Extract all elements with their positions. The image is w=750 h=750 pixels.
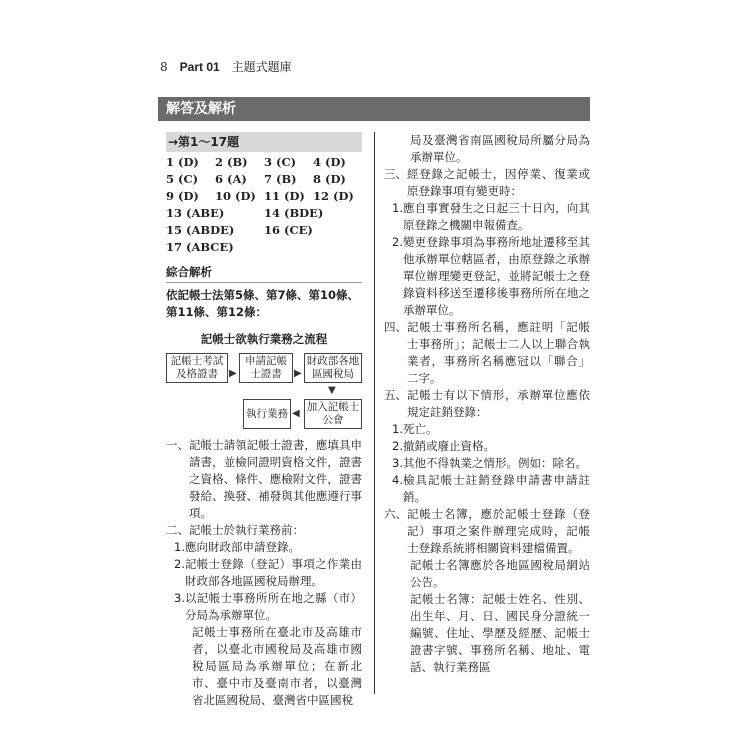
legal-basis: 依記帳士法第5條、第7條、第10條、第11條、第12條： <box>166 288 360 319</box>
flow-title: 記帳士欲執行業務之流程 <box>200 332 328 346</box>
subitem-text: 應自事實發生之日起三十日內，向其原登錄之機關申報備查。 <box>402 201 590 232</box>
subitem <box>166 590 362 624</box>
section-number: 四、 <box>384 320 407 334</box>
page-header <box>160 58 292 75</box>
section-2 <box>166 522 362 539</box>
question-range: →第1～17題 <box>166 132 362 152</box>
subitem-text: 以記帳士事務所所在地之縣（市）分局為承辦單位。 <box>184 591 362 622</box>
section-text: 記帳士於執行業務前： <box>189 523 304 537</box>
section-3 <box>384 166 590 200</box>
flow-box-join-association: 加入記帳士公會 <box>304 399 362 429</box>
part-label: Part 01 <box>179 60 220 74</box>
answer-item: 7 (B) <box>264 172 297 186</box>
answer-item: 1 (D) <box>166 155 199 169</box>
subitem <box>166 556 362 590</box>
arrow-right-icon: ▶ <box>294 368 302 379</box>
subitem <box>384 234 590 319</box>
subitem-number: 1. <box>392 422 403 436</box>
answer-item: 5 (C) <box>166 172 199 186</box>
subitem <box>166 539 362 556</box>
subitem <box>384 200 590 234</box>
subitem-number: 4. <box>392 473 403 487</box>
left-column <box>166 132 362 709</box>
answer-item: 15 (ABDE) <box>166 223 235 237</box>
subitem <box>384 438 590 455</box>
arrow-down-icon: ▼ <box>328 385 336 396</box>
subitem-number: 3. <box>392 456 403 470</box>
section-number: 二、 <box>166 523 189 537</box>
flow-box-apply-certificate: 申請記帳士證書 <box>239 353 293 383</box>
answer-row <box>166 222 362 239</box>
section-number: 五、 <box>384 388 407 402</box>
heading-underline <box>166 282 362 283</box>
answer-row <box>166 188 362 205</box>
column-divider <box>374 132 375 694</box>
flow-box-exam-certificate: 記帳士考試及格證書 <box>166 353 228 383</box>
section-5 <box>384 387 590 421</box>
answer-row <box>166 171 362 188</box>
section-6 <box>384 506 590 557</box>
answer-item: 9 (D) <box>166 189 199 203</box>
answer-key <box>166 154 362 256</box>
section-number: 三、 <box>384 167 407 181</box>
section-text: 記帳士事務所名稱，應註明「記帳士事務所」；記帳士二人以上聯合執業者，事務所名稱應冠以「聯合」二字。 <box>407 320 590 385</box>
subitem-text: 其他不得執業之情形。例如：除名。 <box>402 456 587 470</box>
right-column <box>384 132 590 676</box>
section-text: 記帳士名簿，應於記帳士登錄（登記）事項之案件辦理完成時，記帳士登錄系統將相關資料建檔備置。 <box>407 507 590 555</box>
arrow-right-icon: ▶ <box>229 368 237 379</box>
subitem-text: 應向財政部申請登錄。 <box>184 540 300 554</box>
subitem <box>384 455 590 472</box>
answer-item: 17 (ABCE) <box>166 240 234 254</box>
subitem-number: 3. <box>174 591 185 605</box>
section-text: 經登錄之記帳士，因停業、復業或原登錄事項有變更時： <box>407 167 590 198</box>
answer-item: 8 (D) <box>313 172 346 186</box>
answer-item: 2 (B) <box>215 155 248 169</box>
answer-row <box>166 205 362 222</box>
answer-item: 14 (BDE) <box>264 206 324 220</box>
section-banner: 解答及解析 <box>158 97 590 121</box>
subitem-number: 1. <box>392 201 403 215</box>
answer-item: 11 (D) <box>264 189 305 203</box>
subitem-text: 變更登錄事項為事務所地址遷移至其他承辦單位轄區者，由原登錄之承辦單位辦理變更登記，並將記帳士之登錄資料移送至遷移後事務所所在地之承辦單位。 <box>402 235 590 317</box>
continued-text: 記帳士事務所在臺北市及高雄市者，以臺北市國稅局及高雄市國稅局區局為承辦單位；在新北市、臺中市及臺南市者，以臺灣省北區國稅局、臺灣省中區國稅 <box>192 625 362 707</box>
arrow-left-icon: ◀ <box>292 408 300 419</box>
answer-item: 12 (D) <box>313 189 354 203</box>
answer-item: 13 (ABE) <box>166 206 225 220</box>
section-1 <box>166 437 362 522</box>
answer-item: 16 (CE) <box>264 223 313 237</box>
subitem-text: 撤銷或廢止資格。 <box>402 439 495 453</box>
section-6-paragraph: 記帳士名簿：記帳士姓名、性別、出生年、月、日、國民身分證統一編號、住址、學歷及經歷、記帳士證書字號、事務所名稱、地址、電話、執行業務區 <box>410 592 590 674</box>
subitem-number: 2. <box>392 235 403 249</box>
subitem-text: 死亡。 <box>402 422 438 436</box>
answer-item: 6 (A) <box>215 172 247 186</box>
section-4 <box>384 319 590 387</box>
subitem-text: 檢具記帳士註銷登錄申請書申請註銷。 <box>402 473 590 504</box>
answer-row <box>166 154 362 171</box>
answer-item: 3 (C) <box>264 155 297 169</box>
flow-box-tax-bureau: 財政部各地區國稅局 <box>304 353 362 383</box>
subitem <box>384 472 590 506</box>
section-number: 一、 <box>166 438 189 452</box>
answer-row <box>166 239 362 256</box>
subitem-number: 2. <box>174 557 185 571</box>
flow-box-practice: 執行業務 <box>243 399 291 429</box>
subitem <box>384 421 590 438</box>
subitem-number: 1. <box>174 540 185 554</box>
section-text: 記帳士有以下情形，承辦單位應依規定註銷登錄： <box>407 388 590 419</box>
answer-item: 4 (D) <box>313 155 346 169</box>
section-number: 六、 <box>384 507 407 521</box>
flowchart <box>166 353 362 437</box>
continued-text: 局及臺灣省南區國稅局所屬分局為承辦單位。 <box>410 133 590 164</box>
page-number: 8 <box>160 60 168 74</box>
answer-item: 10 (D) <box>215 189 256 203</box>
subitem-text: 記帳士登錄（登記）事項之作業由財政部各地區國稅局辦理。 <box>184 557 362 588</box>
subitem-number: 2. <box>392 439 403 453</box>
section-text: 記帳士請領記帳士證書，應填具申請書，並檢同證明資格文件，證書之資格、條件、應檢附文件，證書發給、換發、補發與其他應遵行事項。 <box>189 438 362 520</box>
header-title: 主題式題庫 <box>231 60 292 74</box>
section-6-paragraph: 記帳士名簿應於各地區國稅局網站公告。 <box>410 558 590 589</box>
analysis-heading: 綜合解析 <box>166 265 212 279</box>
